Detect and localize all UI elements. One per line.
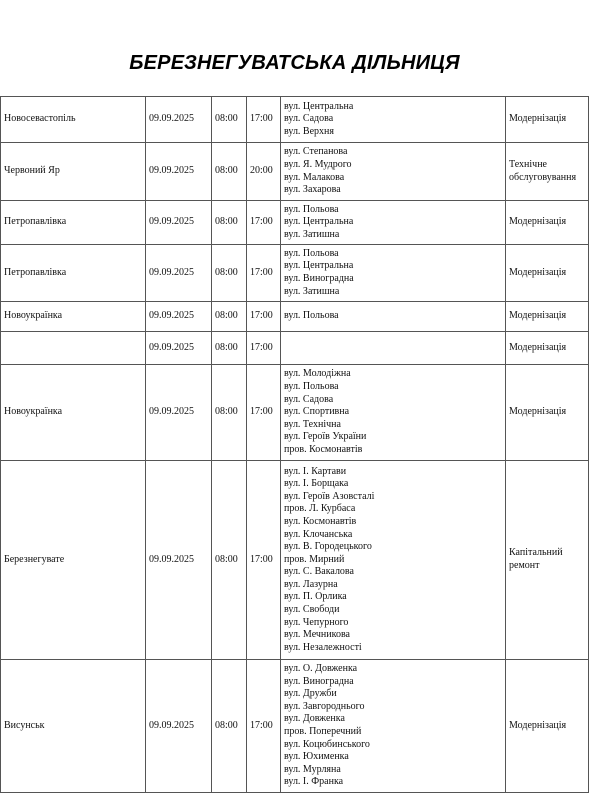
street-item: вул. Центральна bbox=[284, 260, 354, 272]
table-row bbox=[1, 302, 589, 332]
table-row bbox=[1, 143, 589, 201]
work-type-cell: Модернізація bbox=[506, 97, 589, 143]
work-type-cell: Модернізація bbox=[506, 302, 589, 332]
street-item: вул. Космонавтів bbox=[284, 515, 357, 527]
table-row bbox=[1, 97, 589, 143]
street-item: вул. Завгороднього bbox=[284, 700, 365, 712]
streets-cell bbox=[281, 365, 506, 461]
work-type-cell: Модернізація bbox=[506, 365, 589, 461]
date-cell: 09.09.2025 bbox=[146, 97, 212, 143]
street-item: вул. Садова bbox=[284, 393, 334, 405]
streets-cell bbox=[281, 332, 506, 365]
schedule-body bbox=[1, 97, 589, 793]
street-item: вул. І. Картави bbox=[284, 465, 347, 477]
table-row bbox=[1, 660, 589, 793]
street-item: вул. Спортивна bbox=[284, 406, 350, 418]
streets-cell bbox=[281, 660, 506, 793]
settlement-cell: Новоукраїнка bbox=[1, 302, 146, 332]
street-item: вул. Героїв України bbox=[284, 431, 367, 443]
street-item: вул. В. Городецького bbox=[284, 541, 372, 553]
settlement-cell: Новосевастопіль bbox=[1, 97, 146, 143]
street-item: вул. Юхименка bbox=[284, 751, 349, 763]
street-item: вул. Клочанська bbox=[284, 528, 353, 540]
street-item: вул. Затишна bbox=[284, 285, 340, 297]
end-time-cell: 17:00 bbox=[247, 302, 281, 332]
street-item: вул. Чепурного bbox=[284, 616, 349, 628]
work-type-cell: Модернізація bbox=[506, 332, 589, 365]
start-time-cell: 08:00 bbox=[212, 302, 247, 332]
street-item: вул. Коцюбинського bbox=[284, 738, 370, 750]
street-item: вул. Мечникова bbox=[284, 629, 350, 641]
date-cell: 09.09.2025 bbox=[146, 245, 212, 302]
street-item: вул. Молодіжна bbox=[284, 368, 351, 380]
street-item: вул. Верхня bbox=[284, 125, 334, 137]
start-time-cell: 08:00 bbox=[212, 461, 247, 660]
date-cell: 09.09.2025 bbox=[146, 461, 212, 660]
street-item: вул. Незалежності bbox=[284, 641, 362, 653]
street-item: вул. Польова bbox=[284, 203, 339, 215]
table-row bbox=[1, 245, 589, 302]
end-time-cell: 17:00 bbox=[247, 365, 281, 461]
street-item: вул. Технічна bbox=[284, 418, 341, 430]
end-time-cell: 17:00 bbox=[247, 660, 281, 793]
date-cell: 09.09.2025 bbox=[146, 332, 212, 365]
street-item: вул. Довженка bbox=[284, 713, 345, 725]
streets-cell bbox=[281, 302, 506, 332]
start-time-cell: 08:00 bbox=[212, 201, 247, 245]
work-type-cell: Модернізація bbox=[506, 245, 589, 302]
street-item: пров. Космонавтів bbox=[284, 443, 363, 455]
street-item: вул. Центральна bbox=[284, 216, 354, 228]
settlement-cell: Петропавлівка bbox=[1, 245, 146, 302]
settlement-cell: Висунськ bbox=[1, 660, 146, 793]
table-row bbox=[1, 201, 589, 245]
settlement-cell: Червоний Яр bbox=[1, 143, 146, 201]
street-item: вул. Центральна bbox=[284, 100, 354, 112]
start-time-cell: 08:00 bbox=[212, 660, 247, 793]
work-type-cell: Модернізація bbox=[506, 201, 589, 245]
street-item: вул. Захарова bbox=[284, 184, 341, 196]
outage-schedule-table bbox=[0, 96, 589, 793]
end-time-cell: 17:00 bbox=[247, 245, 281, 302]
date-cell: 09.09.2025 bbox=[146, 660, 212, 793]
streets-cell bbox=[281, 97, 506, 143]
street-item: вул. Дружби bbox=[284, 688, 337, 700]
end-time-cell: 17:00 bbox=[247, 461, 281, 660]
street-item: вул. Мурляна bbox=[284, 763, 341, 775]
work-type-cell: Капітальний ремонт bbox=[506, 461, 589, 660]
table-row bbox=[1, 461, 589, 660]
start-time-cell: 08:00 bbox=[212, 332, 247, 365]
streets-cell bbox=[281, 143, 506, 201]
end-time-cell: 17:00 bbox=[247, 332, 281, 365]
page-title: БЕРЕЗНЕГУВАТСЬКА ДІЛЬНИЦЯ bbox=[129, 52, 460, 74]
settlement-cell: Петропавлівка bbox=[1, 201, 146, 245]
end-time-cell: 20:00 bbox=[247, 143, 281, 201]
street-item: вул. Малакова bbox=[284, 171, 345, 183]
street-item: вул. Садова bbox=[284, 113, 334, 125]
street-item: вул. Польова bbox=[284, 381, 339, 393]
streets-cell bbox=[281, 245, 506, 302]
date-cell: 09.09.2025 bbox=[146, 302, 212, 332]
end-time-cell: 17:00 bbox=[247, 97, 281, 143]
street-item: вул. Степанова bbox=[284, 146, 348, 158]
start-time-cell: 08:00 bbox=[212, 245, 247, 302]
street-item: вул. С. Вакалова bbox=[284, 566, 354, 578]
streets-cell bbox=[281, 461, 506, 660]
street-item: вул. Героїв Азовсталі bbox=[284, 490, 375, 502]
street-item: пров. Поперечний bbox=[284, 726, 362, 737]
street-item: вул. Затишна bbox=[284, 228, 340, 240]
street-item: вул. І. Борщака bbox=[284, 478, 349, 490]
date-cell: 09.09.2025 bbox=[146, 365, 212, 461]
street-item: пров. Л. Курбаса bbox=[284, 503, 356, 515]
street-item: вул. Виноградна bbox=[284, 675, 354, 687]
street-item: вул. І. Франка bbox=[284, 776, 344, 788]
street-item: вул. Лазурна bbox=[284, 578, 338, 590]
start-time-cell: 08:00 bbox=[212, 97, 247, 143]
start-time-cell: 08:00 bbox=[212, 143, 247, 201]
street-item: вул. Свободи bbox=[284, 604, 340, 616]
streets-cell bbox=[281, 201, 506, 245]
street-item: вул. Виноградна bbox=[284, 273, 354, 284]
street-item: вул. П. Орлика bbox=[284, 591, 347, 603]
table-row bbox=[1, 365, 589, 461]
street-item: вул. Польова bbox=[284, 247, 339, 259]
street-item: вул. О. Довженка bbox=[284, 663, 358, 675]
date-cell: 09.09.2025 bbox=[146, 201, 212, 245]
table-row bbox=[1, 332, 589, 365]
street-item: вул. Польова bbox=[284, 310, 339, 322]
date-cell: 09.09.2025 bbox=[146, 143, 212, 201]
street-item: пров. Мирний bbox=[284, 553, 345, 565]
settlement-cell: Березнегувате bbox=[1, 461, 146, 660]
settlement-cell bbox=[1, 332, 146, 365]
street-item: вул. Я. Мудрого bbox=[284, 158, 352, 170]
work-type-cell: Модернізація bbox=[506, 660, 589, 793]
end-time-cell: 17:00 bbox=[247, 201, 281, 245]
start-time-cell: 08:00 bbox=[212, 365, 247, 461]
work-type-cell: Технічне обслуговування bbox=[506, 143, 589, 201]
settlement-cell: Новоукраїнка bbox=[1, 365, 146, 461]
